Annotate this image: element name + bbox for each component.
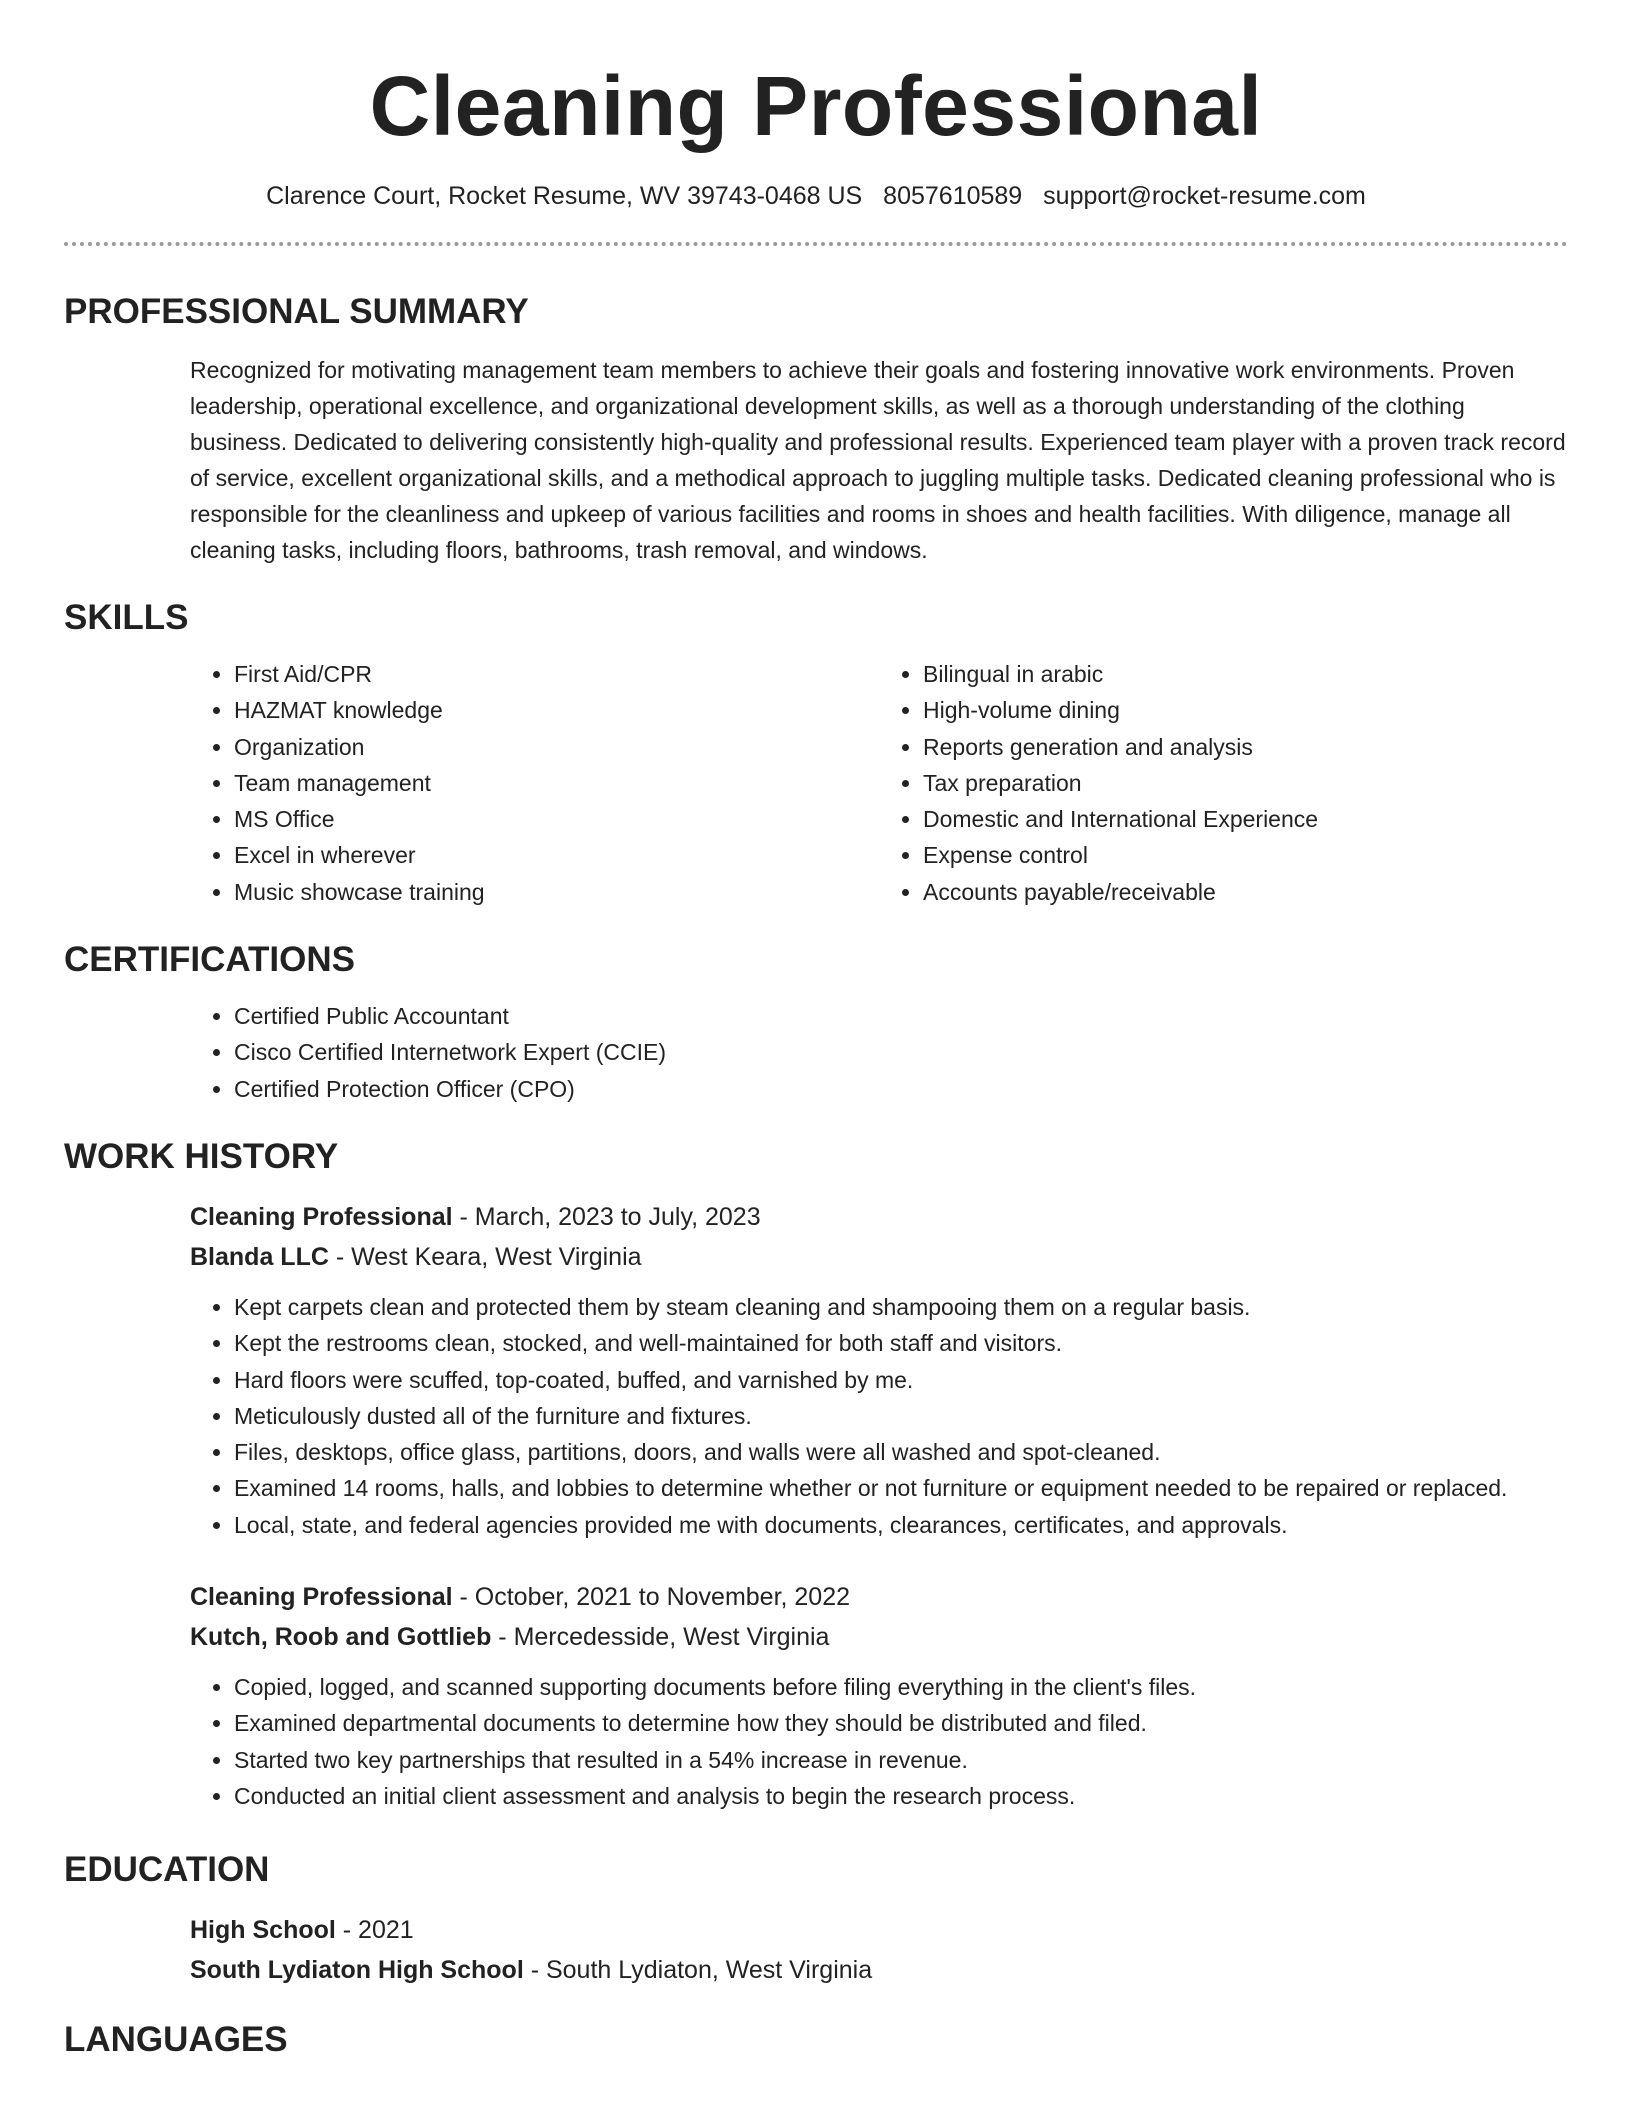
certifications-list bbox=[190, 998, 1568, 1107]
education-section bbox=[64, 1848, 1568, 1990]
job-location: - Mercedesside, West Virginia bbox=[491, 1623, 830, 1652]
summary-text: Recognized for motivating management team members to achieve their goals and fostering innovative work environments. Proven leadership, operational excellence, and organizational development skills, as well as a thorough understanding of the clothing business. Dedicated to delivering consistently high-quality and professional results. Experienced team player with a proven track record of service, excellent organizational skills, and a methodical approach to juggling multiple tasks. Dedicated cleaning professional who is responsible for the cleanliness and upkeep of various facilities and rooms in shoes and health facilities. With diligence, manage all cleaning tasks, including floors, bathrooms, trash removal, and windows. bbox=[190, 357, 1566, 563]
certification-item: • Certified Public Accountant bbox=[234, 998, 1568, 1034]
header-divider bbox=[64, 242, 1568, 246]
certifications-section bbox=[64, 938, 1568, 1107]
languages-section bbox=[64, 2018, 1568, 2062]
job-duty: • Kept the restrooms clean, stocked, and well-maintained for both staff and visitors. bbox=[234, 1325, 1568, 1361]
job-duty: • Files, desktops, office glass, partitions, doors, and walls were all washed and spot-cleaned. bbox=[234, 1434, 1568, 1470]
skills-grid bbox=[190, 656, 1568, 910]
job-company: Blanda LLC bbox=[190, 1242, 329, 1271]
job-duties-list bbox=[190, 1289, 1568, 1543]
certification-item: • Cisco Certified Internetwork Expert (CCIE) bbox=[234, 1034, 1568, 1070]
job-duty: • Started two key partnerships that resulted in a 54% increase in revenue. bbox=[234, 1742, 1568, 1778]
skill-item: • Tax preparation bbox=[923, 765, 1568, 801]
contact-line bbox=[64, 180, 1568, 212]
section-title-work-history: WORK HISTORY bbox=[64, 1136, 339, 1176]
skills-list-right bbox=[879, 656, 1568, 910]
job-company-line bbox=[190, 1617, 1568, 1657]
job-entry bbox=[64, 1197, 1568, 1543]
section-title-languages: LANGUAGES bbox=[64, 2020, 288, 2060]
resume-header bbox=[64, 0, 1568, 246]
job-duty: • Hard floors were scuffed, top-coated, buffed, and varnished by me. bbox=[234, 1362, 1568, 1398]
education-degree: High School bbox=[190, 1916, 336, 1945]
job-duty: • Meticulously dusted all of the furniture and fixtures. bbox=[234, 1398, 1568, 1434]
section-title-education: EDUCATION bbox=[64, 1850, 270, 1890]
summary-section bbox=[64, 290, 1568, 568]
job-duties-list bbox=[190, 1669, 1568, 1814]
job-duty: • Examined 14 rooms, halls, and lobbies to determine whether or not furniture or equipment needed to be repaired or replaced. bbox=[234, 1470, 1568, 1506]
job-title: Cleaning Professional bbox=[190, 1202, 453, 1231]
contact-email: support@rocket-resume.com bbox=[1043, 182, 1366, 210]
job-duty: • Copied, logged, and scanned supporting documents before filing everything in the client's files. bbox=[234, 1669, 1568, 1705]
skill-item: • Team management bbox=[234, 765, 879, 801]
job-title-line bbox=[190, 1577, 1568, 1617]
job-duty: • Conducted an initial client assessment and analysis to begin the research process. bbox=[234, 1778, 1568, 1814]
skill-item: • Organization bbox=[234, 729, 879, 765]
education-school: South Lydiaton High School bbox=[190, 1956, 524, 1985]
certification-item: • Certified Protection Officer (CPO) bbox=[234, 1071, 1568, 1107]
job-dates: - October, 2021 to November, 2022 bbox=[452, 1583, 851, 1612]
education-location: - South Lydiaton, West Virginia bbox=[523, 1956, 873, 1985]
skill-item: • Bilingual in arabic bbox=[923, 656, 1568, 692]
job-company: Kutch, Roob and Gottlieb bbox=[190, 1623, 492, 1652]
candidate-name: Cleaning Professional bbox=[369, 59, 1263, 153]
work-history-section bbox=[64, 1135, 1568, 1814]
education-degree-line bbox=[190, 1910, 1568, 1950]
contact-phone: 8057610589 bbox=[883, 182, 1023, 210]
skill-item: • Music showcase training bbox=[234, 874, 879, 910]
contact-address: Clarence Court, Rocket Resume, WV 39743-0468 US bbox=[266, 182, 863, 210]
section-title-certifications: CERTIFICATIONS bbox=[64, 940, 356, 980]
skill-item: • First Aid/CPR bbox=[234, 656, 879, 692]
section-title-summary: PROFESSIONAL SUMMARY bbox=[64, 292, 529, 331]
skills-list-left bbox=[190, 656, 879, 910]
skill-item: • Expense control bbox=[923, 837, 1568, 873]
job-title-line bbox=[190, 1197, 1568, 1237]
skill-item: • Accounts payable/receivable bbox=[923, 874, 1568, 910]
skill-item: • Domestic and International Experience bbox=[923, 801, 1568, 837]
job-duty: • Kept carpets clean and protected them by steam cleaning and shampooing them on a regular basis. bbox=[234, 1289, 1568, 1325]
skill-item: • Reports generation and analysis bbox=[923, 729, 1568, 765]
job-duty: • Local, state, and federal agencies provided me with documents, clearances, certificates, and approvals. bbox=[234, 1507, 1568, 1543]
skill-item: • Excel in wherever bbox=[234, 837, 879, 873]
job-location: - West Keara, West Virginia bbox=[328, 1242, 642, 1271]
skill-item: • MS Office bbox=[234, 801, 879, 837]
education-year: - 2021 bbox=[335, 1916, 414, 1945]
job-company-line bbox=[190, 1237, 1568, 1277]
skill-item: • High-volume dining bbox=[923, 692, 1568, 728]
job-duty: • Examined departmental documents to determine how they should be distributed and filed. bbox=[234, 1705, 1568, 1741]
skills-section bbox=[64, 596, 1568, 910]
skill-item: • HAZMAT knowledge bbox=[234, 692, 879, 728]
section-title-skills: SKILLS bbox=[64, 598, 189, 637]
education-school-line bbox=[190, 1950, 1568, 1990]
job-entry bbox=[64, 1577, 1568, 1814]
job-dates: - March, 2023 to July, 2023 bbox=[452, 1202, 761, 1231]
job-title: Cleaning Professional bbox=[190, 1583, 453, 1612]
